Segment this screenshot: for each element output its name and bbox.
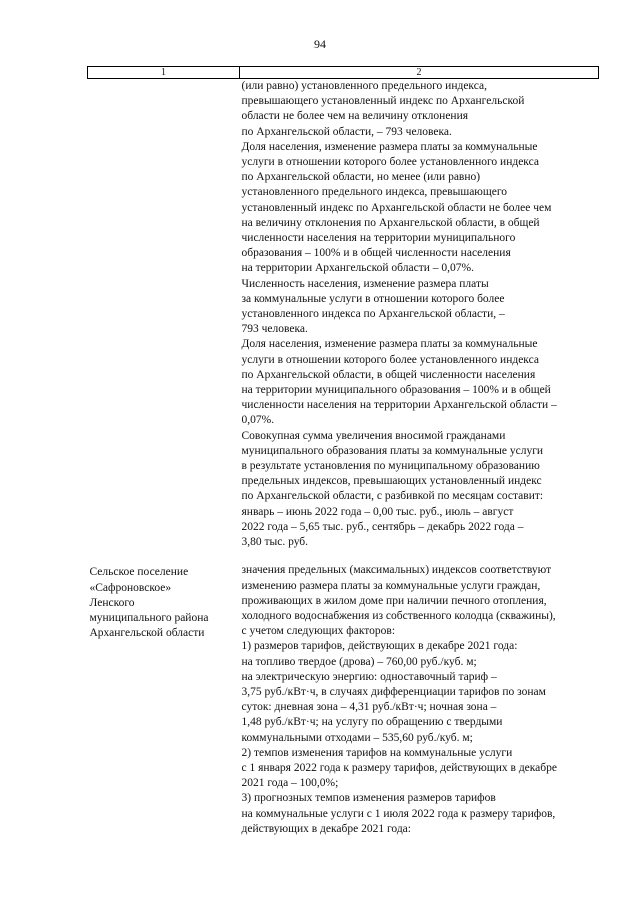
text-line: 2022 года – 5,65 тыс. руб., сентябрь – декабрь 2022 года – [241, 520, 524, 533]
text-line: с 1 января 2022 года к размеру тарифов, действующих в декабре [241, 761, 557, 774]
text-line: численности населения на территории муниципального [241, 232, 516, 245]
municipality-text [88, 563, 240, 641]
text-line: действующих в декабре 2021 года: [241, 822, 411, 835]
text-line: на территории Архангельской области – 0,07%. [241, 262, 474, 275]
text-line: по Архангельской области, – 793 человека. [241, 125, 452, 138]
text-line: образования – 100% и в общей численности населения [241, 247, 511, 260]
text-line: Доля населения, изменение размера платы за коммунальные [241, 338, 538, 351]
text-line: муниципального образования платы за коммунальные услуги [241, 444, 544, 457]
table-row [88, 563, 599, 837]
text-line: услуги в отношении которого более установленного индекса [241, 156, 539, 169]
text-line: Ленского [89, 596, 135, 609]
text-line: по Архангельской области, в общей численности населения [241, 368, 536, 381]
text-line: 0,07%. [241, 414, 275, 427]
text-line: 1) размеров тарифов, действующих в декабре 2021 года: [241, 640, 518, 653]
text-line: по Архангельской области, с разбивкой по месяцам составит: [241, 490, 544, 503]
page-number: 94 [314, 37, 326, 51]
description-cell [240, 79, 599, 551]
text-line: на топливо твердое (дрова) – 760,00 руб./куб. м; [241, 655, 477, 668]
description-text [240, 79, 599, 550]
text-line: установленного индекса по Архангельской области, – [241, 308, 505, 321]
text-line: 3,80 тыс. руб. [241, 536, 309, 549]
text-line: коммунальными отходами – 535,60 руб./куб. м; [241, 731, 473, 744]
municipality-cell [88, 563, 240, 837]
text-line: 2) темпов изменения тарифов на коммунальные услуги [241, 746, 513, 759]
text-line: холодного водоснабжения из собственного колодца (скважины), [241, 609, 556, 622]
text-line: с учетом следующих факторов: [241, 625, 396, 638]
description-cell [240, 563, 599, 837]
text-line: на величину отклонения по Архангельской области, в общей [241, 216, 540, 229]
text-line: численности населения на территории Архангельской области – [241, 399, 557, 412]
text-line: установленного предельного индекса, превышающего [241, 186, 508, 199]
text-line: 1,48 руб./кВт·ч; на услугу по обращению с твердыми [241, 716, 503, 729]
text-line: превышающего установленный индекс по Архангельской [241, 95, 525, 108]
text-line: 793 человека. [241, 323, 308, 336]
text-line: (или равно) установленного предельного индекса, [241, 80, 487, 92]
text-line: муниципального района [89, 611, 209, 624]
text-line: на территории муниципального образования – 100% и в общей [241, 384, 551, 397]
text-line: за коммунальные услуги в отношении которого более [241, 292, 505, 305]
text-line: предельных индексов, превышающих установленный индекс [241, 475, 542, 488]
table-row [88, 79, 599, 551]
text-line: по Архангельской области, но менее (или равно) [241, 171, 481, 184]
text-line: проживающих в жилом доме при наличии печного отопления, [241, 594, 547, 607]
text-line: установленный индекс по Архангельской области не более чем [241, 201, 552, 214]
text-line: 2021 года – 100,0%; [241, 777, 339, 790]
text-line: в результате установления по муниципальному образованию [241, 460, 540, 473]
text-line: услуги в отношении которого более установленного индекса [241, 353, 539, 366]
text-line: изменению размера платы за коммунальные услуги граждан, [241, 579, 541, 592]
text-line: 3,75 руб./кВт·ч, в случаях дифференциации тарифов по зонам [241, 685, 546, 698]
text-line: на электрическую энергию: одноставочный тариф – [241, 670, 497, 683]
text-line: значения предельных (максимальных) индексов соответствуют [241, 564, 552, 577]
column-header-2: 2 [240, 67, 599, 79]
text-line: Архангельской области [89, 627, 205, 640]
text-line: Сельское поселение [89, 566, 189, 579]
municipality-cell [88, 79, 240, 551]
text-line: Численность населения, изменение размера платы [241, 277, 489, 290]
text-line: Доля населения, изменение размера платы за коммунальные [241, 140, 538, 153]
column-header-1: 1 [88, 67, 240, 79]
indices-table [87, 66, 599, 837]
text-line: 3) прогнозных темпов изменения размеров тарифов [241, 792, 496, 805]
text-line: суток: дневная зона – 4,31 руб./кВт·ч; ночная зона – [241, 701, 497, 714]
text-line: на коммунальные услуги с 1 июля 2022 года к размеру тарифов, [241, 807, 556, 820]
text-line: Совокупная сумма увеличения вносимой гражданами [241, 429, 506, 442]
text-line: «Сафроновское» [89, 581, 172, 594]
description-text [240, 563, 599, 837]
table-header-row [88, 67, 599, 79]
table-row-spacer [88, 550, 599, 563]
municipality-text [88, 79, 240, 81]
text-line: январь – июнь 2022 года – 0,00 тыс. руб., июль – август [241, 505, 514, 518]
text-line: области не более чем на величину отклонения [241, 110, 469, 123]
